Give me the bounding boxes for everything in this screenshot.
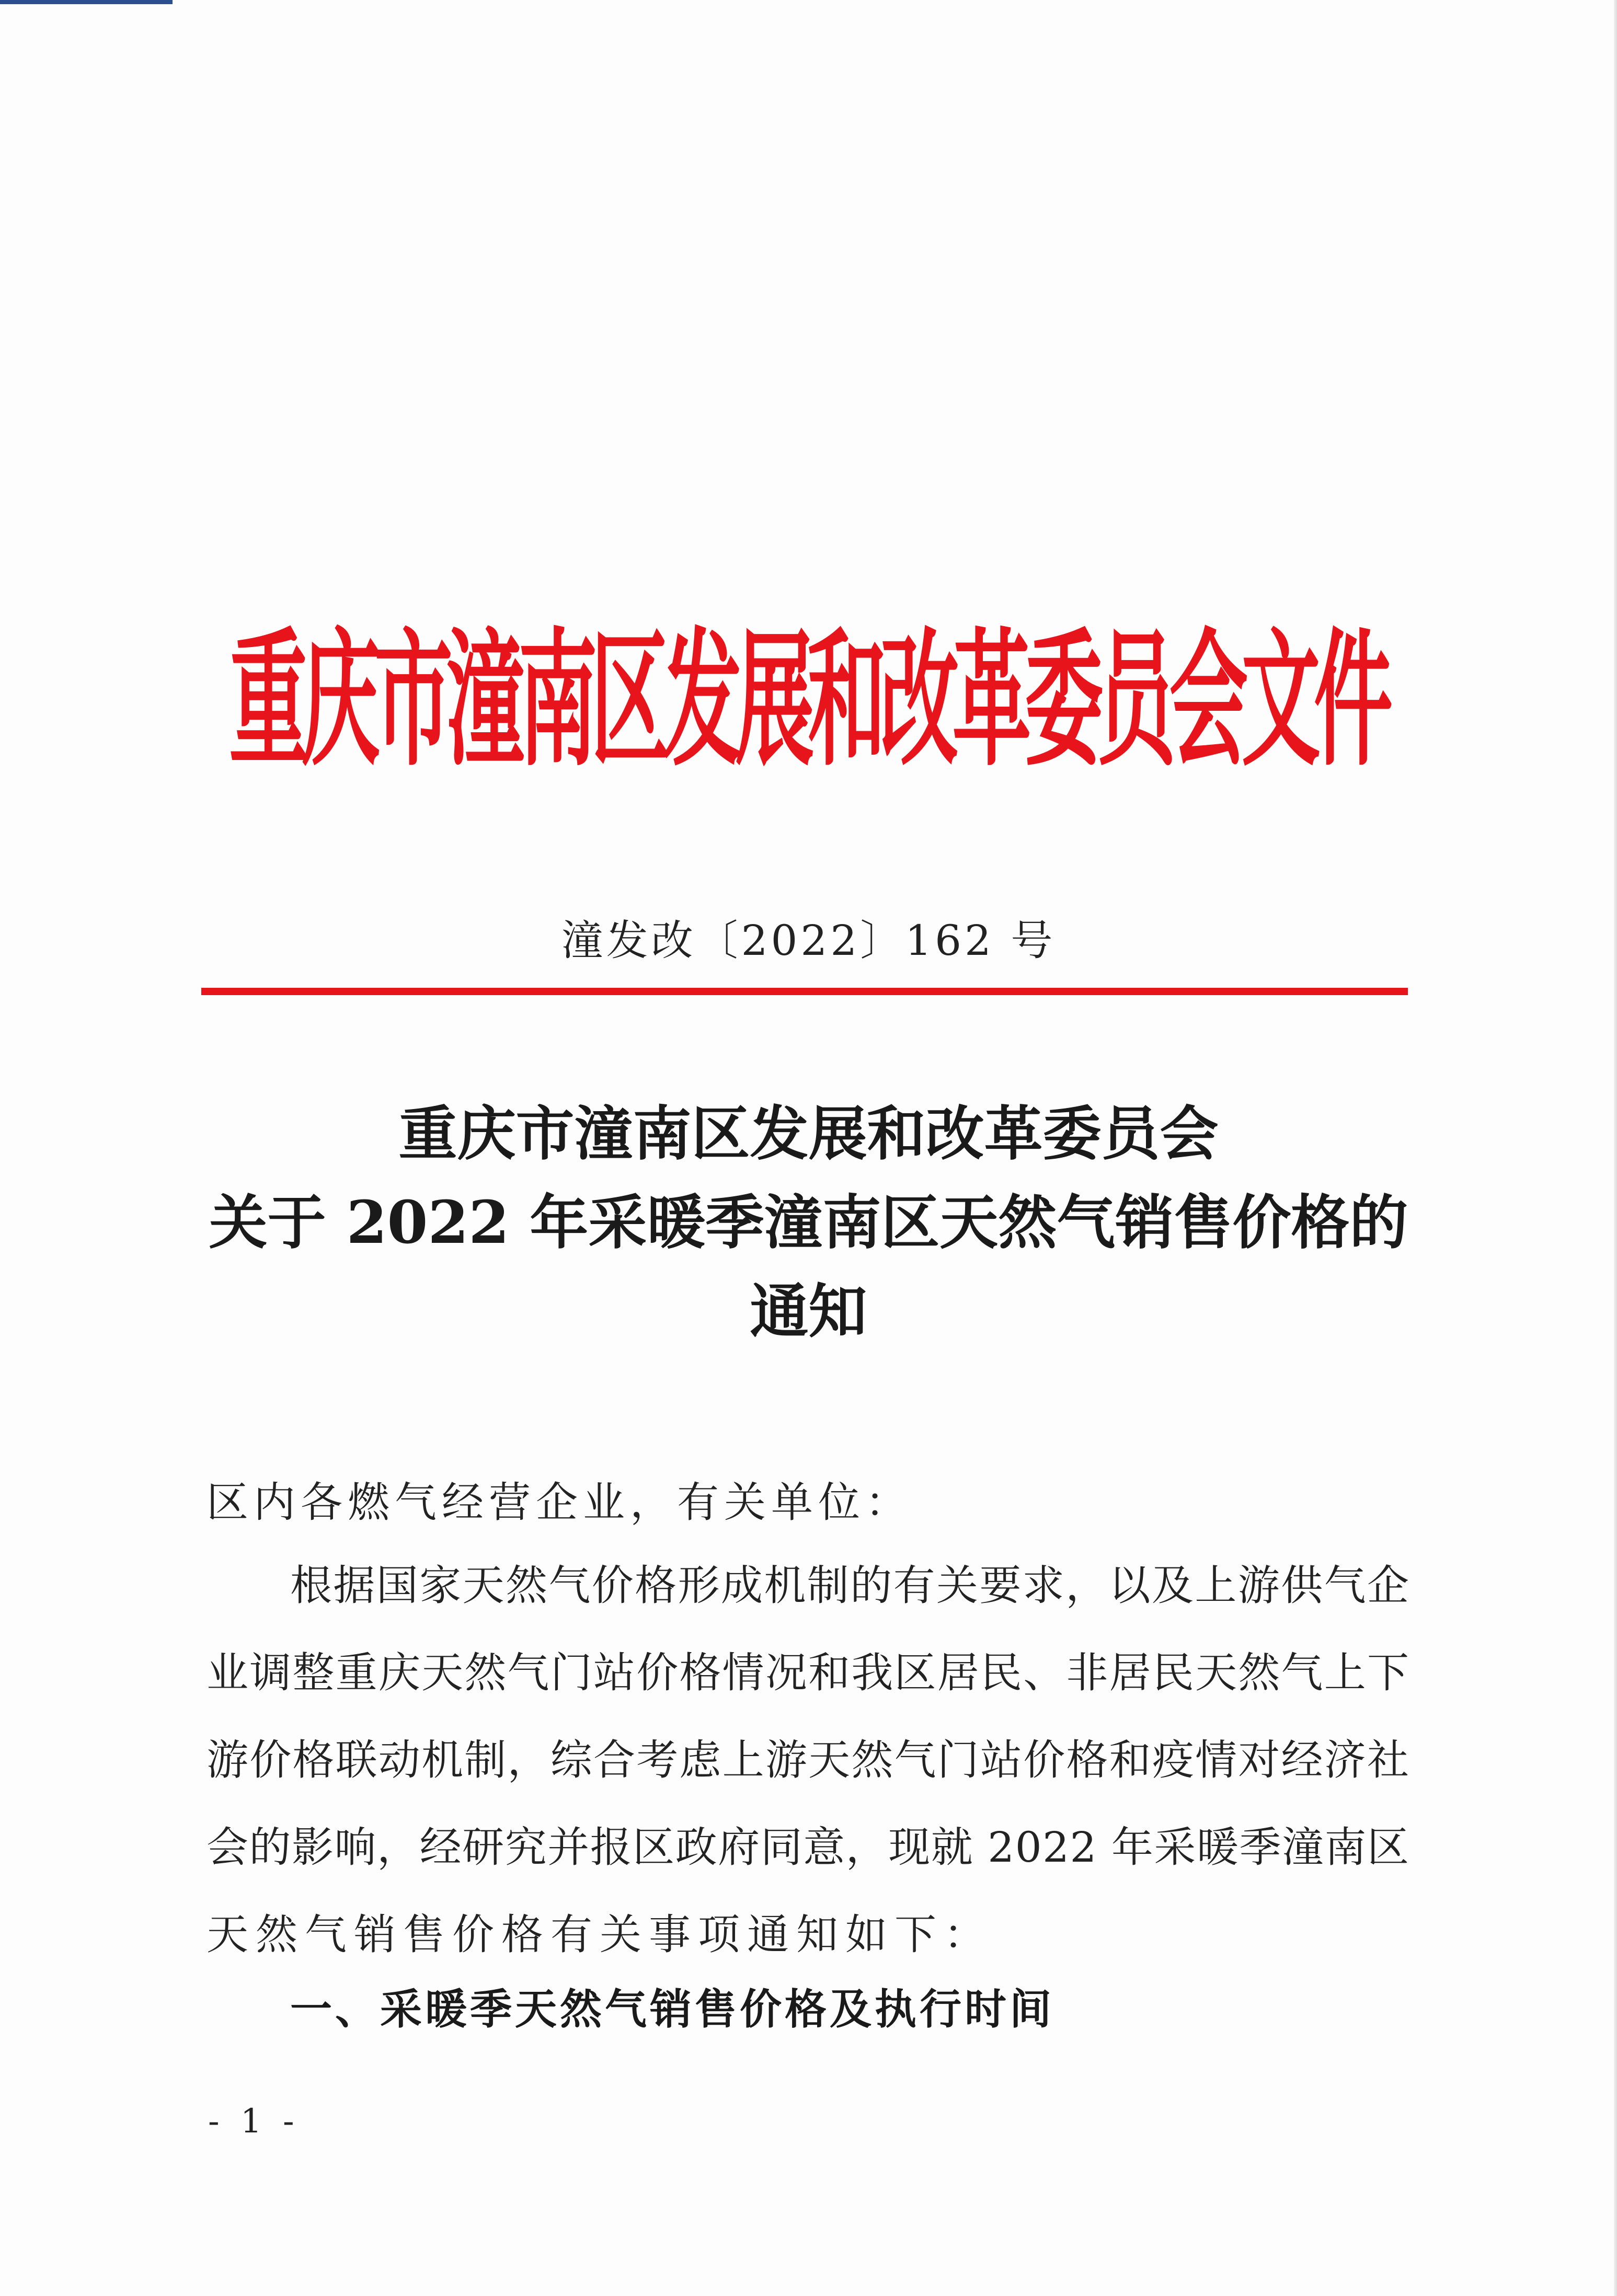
red-separator-line <box>201 988 1408 995</box>
body-line-1: 根据国家天然气价格形成机制的有关要求，以及上游供气企 <box>290 1561 1410 1610</box>
title-line-2: 关于 2022 年采暖季潼南区天然气销售价格的 <box>209 1189 1408 1257</box>
body-line-3: 游价格联动机制，综合考虑上游天然气门站价格和疫情对经济社 <box>207 1736 1410 1784</box>
page-edge-shadow <box>1614 0 1617 2296</box>
scan-edge-mark <box>0 0 173 4</box>
page-number: - 1 - <box>208 2102 300 2141</box>
addressee-line: 区内各燃气经营企业，有关单位： <box>207 1478 912 1527</box>
body-line-2: 业调整重庆天然气门站价格情况和我区居民、非居民天然气上下 <box>207 1648 1410 1697</box>
body-paragraph <box>207 1542 1409 1978</box>
document-number: 潼发改〔2022〕162 号 <box>561 916 1056 965</box>
document-title <box>157 1090 1460 1356</box>
body-line-4: 会的影响，经研究并报区政府同意，现就 2022 年采暖季潼南区 <box>207 1823 1410 1872</box>
title-line-1: 重庆市潼南区发展和改革委员会 <box>398 1100 1219 1168</box>
red-masthead-title: 重庆市潼南区发展和改革委员会文件 <box>229 614 1386 786</box>
title-line-3: 通知 <box>750 1277 867 1346</box>
body-line-5: 天然气销售价格有关事项通知如下： <box>207 1910 993 1959</box>
section-heading-1: 一、采暖季天然气销售价格及执行时间 <box>290 1985 1054 2034</box>
